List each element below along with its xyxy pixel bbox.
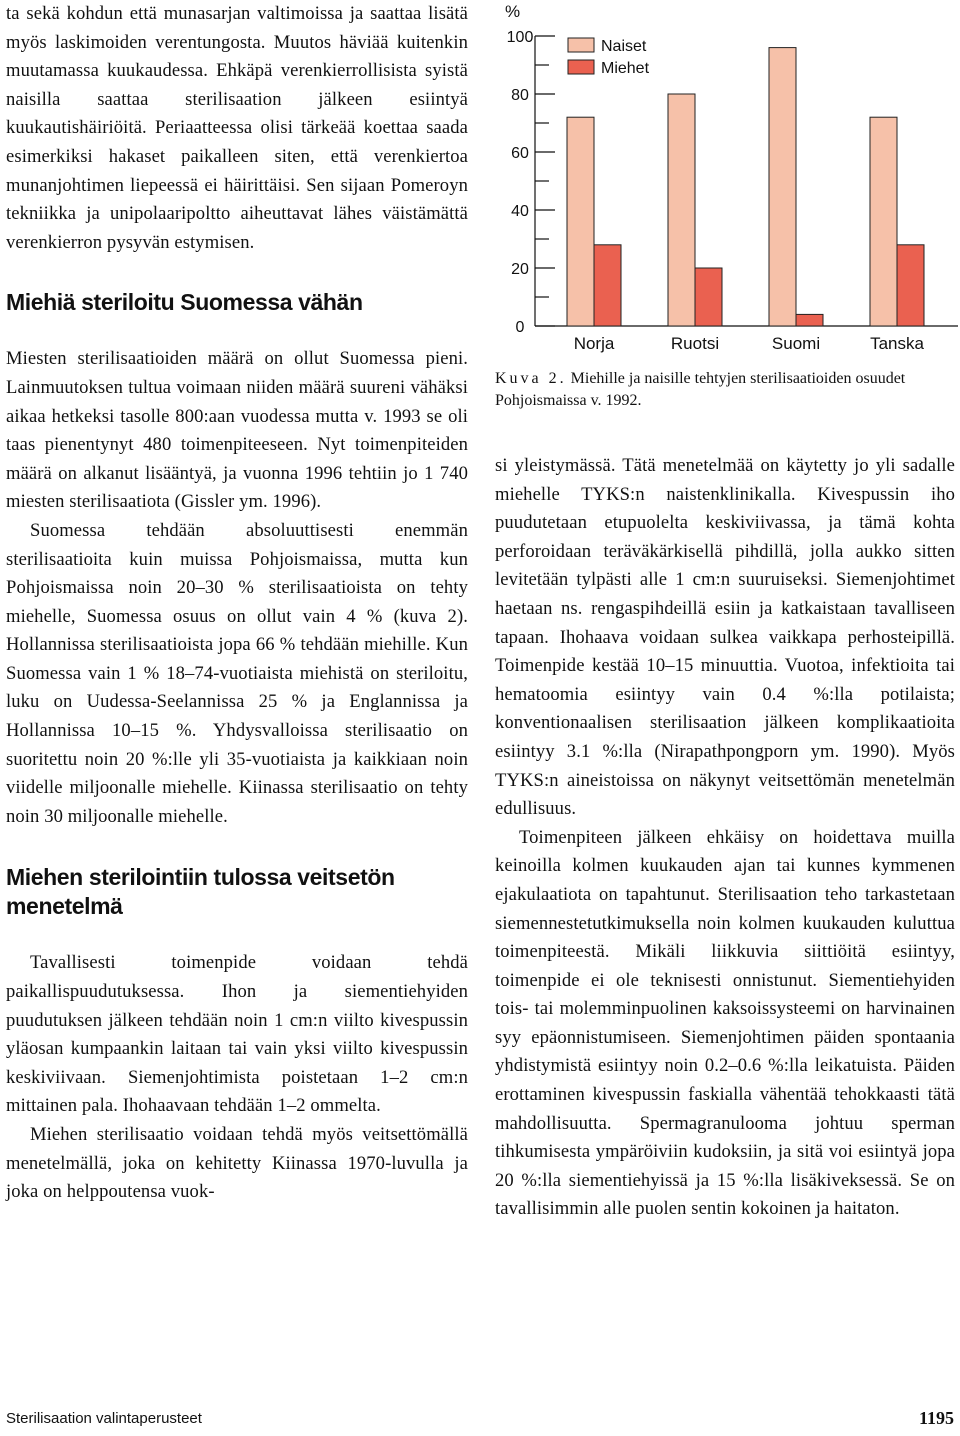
y-tick-label: 0: [515, 319, 525, 336]
y-tick-label: 60: [511, 145, 529, 162]
y-tick-label: 100: [506, 29, 534, 46]
x-tick-label: Tanska: [870, 334, 924, 353]
paragraph: Suomessa tehdään absoluuttisesti enemmän sterilisaatioita kuin muissa Pohjoismaissa, mutta kun Pohjoismaissa noin 20–30 % sterilisaatioista on tehty miehelle, Suomessa osuus on ollut vain 4 % (kuva 2). Hollannissa sterilisaatioista jopa 66 % tehdään miehille. Kun Suomessa vain 1 % 18–74-vuotiaista miehistä on steriloitu, luku on Uudessa-Seelannissa 25 % ja Englannissa ja Hollannissa 10–15 %. Yhdysvalloissa sterilisaatio on suoritettu noin 20 %:lle yli 35-vuotiaista ja kaikkiaan noin viidelle miljoonalle miehelle. Kiinassa sterilisaatio on tehty noin 30 miljoonalle miehelle.: [6, 519, 468, 827]
y-axis-unit-label: %: [505, 2, 521, 21]
paragraph: Toimenpiteen jälkeen ehkäisy on hoidettava muilla keinoilla kolmen kuukauden ajan tai kunnes kymmenen ejakulaatiota on tapahtunut. Sterilisaation teho tarkastetaan siemennestetutkimuksella noin kolmen kuukauden kuluttua toimenpiteestä. Mikäli liikkuvia siittiöitä esiintyy, toimenpide ei ole teknisesti onnistunut. Siementiehyiden tois- tai molemminpuolinen kaksoissysteemi on harvinainen syy epäonnistumiseen. Siemenjohtimen päiden spontaania yhdistymistä esiintyy noin 0.2–0.6 %:lla leikatuista. Päiden erottaminen kivespussin faskialla vähentää tehokkaasti tätä mahdollisuutta. Spermagranulooma johtuu sperman tihkumisesta ympäröiviin kudoksiin, ja sitä voi esiintyä jopa 20 %:lla siementiehyissä ja 15 %:lla lisäkiveksessä. Se on tavallisimmin alle puolen sentin kokoinen ja haitaton.: [495, 826, 955, 1220]
bar-miehet-tanska: [897, 245, 924, 326]
bar-naiset-norja: [567, 117, 594, 326]
paragraph: ta sekä kohdun että munasarjan valtimoissa ja saattaa lisätä myös laskimoiden verentungosta. Muutos häviää kuitenkin muutamassa kuukaudessa. Ehkäpä verenkierrollisista syistä naisilla saattaa sterilisaation jälkeen esiintyä kuukautishäiriöitä. Periaatteessa olisi tärkeää koettaa saada esimerkiksi hakaset paikalleen siten, että verenkiertoa munanjohtimen liepeessä ei häirittäisi. Sen sijaan Pomeroyn tekniikka ja unipolaaripoltto aiheuttavat lähes väistämättä verenkierron pysyvän estymisen.: [6, 3, 468, 253]
paragraph: Miesten sterilisaatioiden määrä on ollut Suomessa pieni. Lainmuutoksen tultua voimaan niiden määrä suureni vähäksi aikaa hetkeksi tasolle 800:aan vuodessa mutta v. 1993 se oli taas pienentynyt 480 toimenpiteeseen. Nyt toimenpiteiden määrä on alkanut lisääntyä, ja vuonna 1996 tehtiin jo 1 740 miesten sterilisaatiota (Gissler ym. 1996).: [6, 348, 468, 513]
section-heading: Miehen sterilointiin tulossa veitsetön menetelmä: [6, 864, 395, 920]
legend-swatch-miehet: [568, 60, 594, 74]
right-column: [495, 452, 955, 1224]
running-footer-title: Sterilisaation valintaperusteet: [6, 1410, 202, 1427]
paragraph: si yleistymässä. Tätä menetelmää on käytetty jo yli sadalle miehelle TYKS:n naistenklinikalla. Kivespussin iho puudutetaan etupuolelta keskiviivassa, ja tämä kohta perforoidaan teräväkärkisellä pihdillä, jolla aukko sitten levitetään tylpästi alle 1 cm:n suuruiseksi. Siemenjohtimet haetaan ns. rengaspihdeillä esiin ja katkaistaan tavalliseen tapaan. Ihohaava voidaan sulkea vaikkapa perhosteipillä. Toimenpide kestää 10–15 minuuttia. Vuotoa, infektioita tai hematoomia esiintyy vain 0.4 %:lla potilaista; konventionaalisen sterilisaation jälkeen komplikaatioita esiintyy 3.1 %:lla (Nirapathpongporn ym. 1990). Myös TYKS:n aineistoissa on näkynyt veitsettömän menetelmän edullisuus.: [495, 455, 955, 820]
x-tick-label: Suomi: [771, 334, 821, 353]
legend-label-miehet: Miehet: [601, 60, 650, 77]
bar-miehet-norja: [594, 245, 621, 326]
bar-miehet-suomi: [796, 314, 823, 326]
y-tick-label: 20: [511, 261, 529, 278]
left-column: [6, 0, 468, 1207]
figure-caption: [495, 368, 955, 412]
caption-text: Miehille ja naisille tehtyjen sterilisaatioiden osuudet Pohjoismaissa v. 1992.: [495, 370, 906, 409]
x-tick-label: Ruotsi: [670, 334, 720, 353]
sterilization-share-chart: [492, 0, 960, 362]
bar-naiset-suomi: [769, 48, 796, 326]
bar-naiset-ruotsi: [668, 94, 695, 326]
y-tick-label: 40: [511, 203, 529, 220]
page-number: 1195: [918, 1408, 954, 1428]
chart-canvas: [492, 0, 960, 362]
bar-miehet-ruotsi: [695, 268, 722, 326]
bar-naiset-tanska: [870, 117, 897, 326]
x-tick-label: Norja: [573, 334, 615, 353]
legend-swatch-naiset: [568, 38, 594, 52]
paragraph: Miehen sterilisaatio voidaan tehdä myös veitsettömällä menetelmällä, joka on kehitetty Kiinassa 1970-luvulla ja joka on helppoutensa vuok-: [6, 1124, 468, 1203]
paragraph: Tavallisesti toimenpide voidaan tehdä paikallispuudutuksessa. Ihon ja siementiehyiden puudutuksen jälkeen tehdään noin 1 cm:n viilto kivespussin yläosan kumpaankin laitaan tai vain yksi viilto kivespussin keskiviivaan. Siemenjohtimista poistetaan 1–2 cm:n mittainen pala. Ihohaavaan tehdään 1–2 ommelta.: [6, 952, 468, 1117]
caption-label: Kuva 2.: [495, 370, 567, 387]
legend-label-naiset: Naiset: [601, 38, 647, 55]
y-tick-label: 80: [511, 87, 529, 104]
section-heading: Miehiä steriloitu Suomessa vähän: [6, 289, 363, 316]
